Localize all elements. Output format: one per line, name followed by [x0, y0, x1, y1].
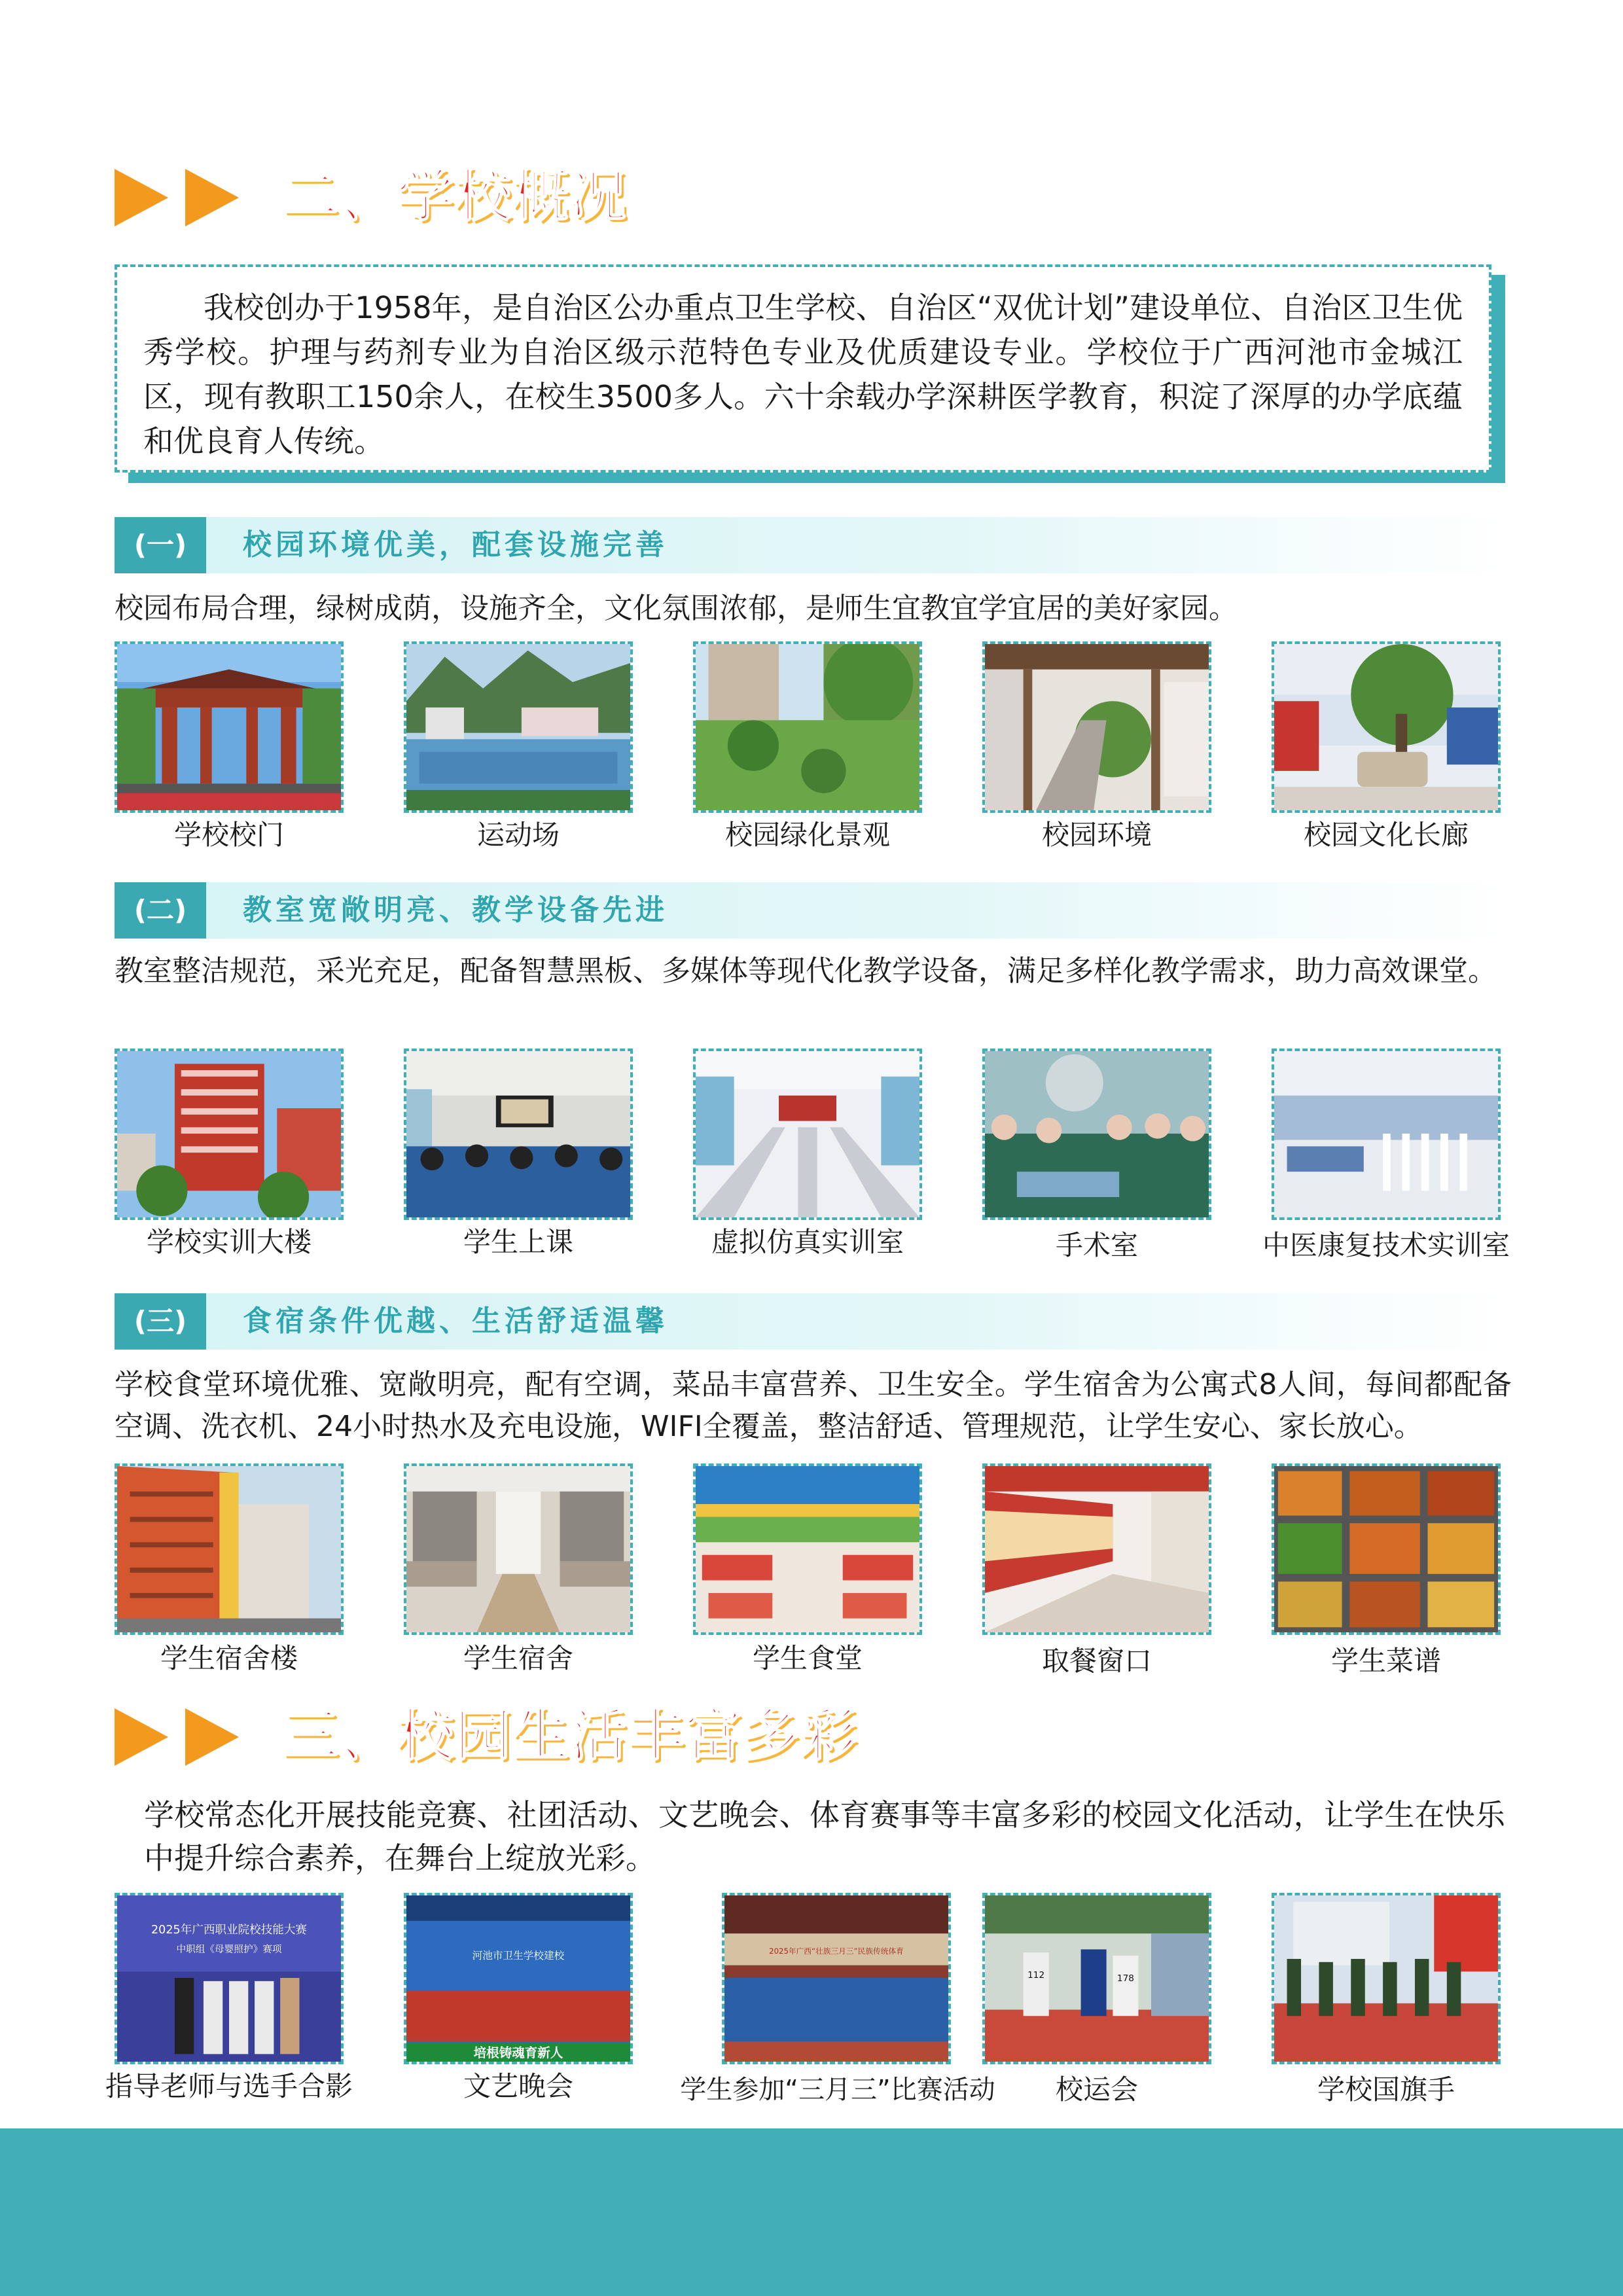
section-heading-campus-life	[115, 1696, 1031, 1775]
photo-dorm-building	[115, 1463, 344, 1635]
section-heading-school-overview	[115, 157, 1031, 236]
photo-caption: 学生食堂	[752, 1642, 863, 1674]
photo-caption: 学生宿舍楼	[160, 1642, 298, 1674]
photo-caption: 学校实训大楼	[146, 1226, 312, 1258]
photo-caption: 运动场	[476, 819, 560, 851]
photo-banner-text: 河池市卫生学校建校	[472, 1950, 565, 1962]
photo-caption: 学生宿舍	[463, 1642, 573, 1674]
subsection-title: 食宿条件优越、生活舒适温馨	[243, 1304, 668, 1338]
photo-skill-competition	[115, 1893, 344, 2064]
subsection-number: (二)	[115, 882, 206, 939]
arrow-right-icon	[115, 1708, 168, 1766]
photo-menu-dishes	[1272, 1463, 1501, 1635]
photo-caption: 指导老师与选手合影	[105, 2070, 353, 2102]
photo-caption: 学生参加“三月三”比赛活动	[680, 2075, 995, 2105]
section-title: 二、学校概况	[282, 164, 628, 229]
photo-banner-bottom-text: 培根铸魂育新人	[473, 2045, 563, 2061]
subsection-title: 校园环境优美，配套设施完善	[243, 528, 668, 562]
photo-sports-meet	[982, 1893, 1211, 2064]
arrow-right-icon	[115, 169, 168, 226]
photo-caption: 学校校门	[173, 819, 284, 851]
photo-march-third-event	[722, 1893, 951, 2064]
photo-caption: 取餐窗口	[1041, 1645, 1152, 1677]
photo-campus-environment	[982, 641, 1211, 813]
photo-caption: 学校国旗手	[1317, 2073, 1455, 2106]
photo-operating-room	[982, 1049, 1211, 1220]
photo-caption: 校园环境	[1041, 819, 1152, 851]
photo-caption: 校园绿化景观	[724, 819, 890, 851]
subsection-header-dining-housing	[115, 1293, 1508, 1350]
photo-banner-subtext: 中职组《母婴照护》赛项	[176, 1944, 282, 1956]
photo-culture-corridor	[1272, 641, 1501, 813]
subsection-title: 教室宽敞明亮、教学设备先进	[243, 893, 668, 927]
section-description: 学校常态化开展技能竞赛、社团活动、文艺晚会、体育赛事等丰富多彩的校园文化活动，让学生在快乐中提升综合素养，在舞台上绽放光彩。	[144, 1797, 1505, 1876]
subsection-description: 校园布局合理，绿树成荫，设施齐全，文化氛围浓郁，是师生宜教宜学宜居的美好家园。	[115, 592, 1238, 625]
subsection-description: 教室整洁规范，采光充足，配备智慧黑板、多媒体等现代化教学设备，满足多样化教学需求，助力高效课堂。	[115, 954, 1497, 988]
photo-banner-text: 2025年广西“壮族三月三”民族传统体育	[769, 1946, 904, 1956]
photo-caption: 校运会	[1055, 2073, 1138, 2106]
photo-dorm-room	[404, 1463, 633, 1635]
photo-caption: 手术室	[1055, 1229, 1138, 1261]
intro-box	[115, 264, 1491, 473]
photo-bib-number: 112	[1027, 1970, 1045, 1981]
footer-band	[0, 2128, 1623, 2296]
photo-banner-text: 2025年广西职业院校技能大赛	[151, 1924, 307, 1937]
photo-caption: 学生上课	[463, 1226, 573, 1258]
arrow-right-icon	[185, 169, 239, 226]
photo-virtual-simulation-lab	[693, 1049, 922, 1220]
photo-caption: 学生菜谱	[1330, 1645, 1441, 1677]
arrow-right-icon	[185, 1708, 239, 1766]
photo-flag-guard	[1272, 1893, 1501, 2064]
intro-text: 我校创办于1958年，是自治区公办重点卫生学校、自治区“双优计划”建设单位、自治区卫生优秀学校。护理与药剂专业为自治区级示范特色专业及优质建设专业。学校位于广西河池市金城江区，现有教职工150余人，在校生3500多人。六十余载办学深耕医学教育，积淀了深厚的办学底蕴和优良育人传统。	[143, 290, 1463, 459]
photo-school-gate	[115, 641, 344, 813]
photo-tcm-rehab-lab	[1272, 1049, 1501, 1220]
subsection-description: 学校食堂环境优雅、宽敞明亮，配有空调，菜品丰富营养、卫生安全。学生宿舍为公寓式8人间，每间都配备空调、洗衣机、24小时热水及充电设施，WIFI全覆盖，整洁舒适、管理规范，让学生安心、家长放心。	[115, 1368, 1512, 1443]
subsection-number: (三)	[115, 1293, 206, 1350]
photo-caption: 校园文化长廊	[1303, 819, 1469, 851]
subsection-number: (一)	[115, 517, 206, 573]
photo-training-building	[115, 1049, 344, 1220]
photo-caption: 虚拟仿真实训室	[711, 1226, 904, 1258]
photo-canteen	[693, 1463, 922, 1635]
photo-serving-window	[982, 1463, 1211, 1635]
photo-sports-field	[404, 641, 633, 813]
photo-caption: 文艺晚会	[463, 2070, 573, 2102]
subsection-header-campus	[115, 517, 1508, 573]
photo-bib-number: 178	[1116, 1973, 1135, 1984]
section-title: 三、校园生活丰富多彩	[282, 1703, 858, 1768]
photo-students-in-class	[404, 1049, 633, 1220]
photo-campus-greenery	[693, 641, 922, 813]
photo-caption: 中医康复技术实训室	[1262, 1229, 1510, 1261]
photo-arts-gala	[404, 1893, 633, 2064]
subsection-header-classroom	[115, 882, 1508, 939]
